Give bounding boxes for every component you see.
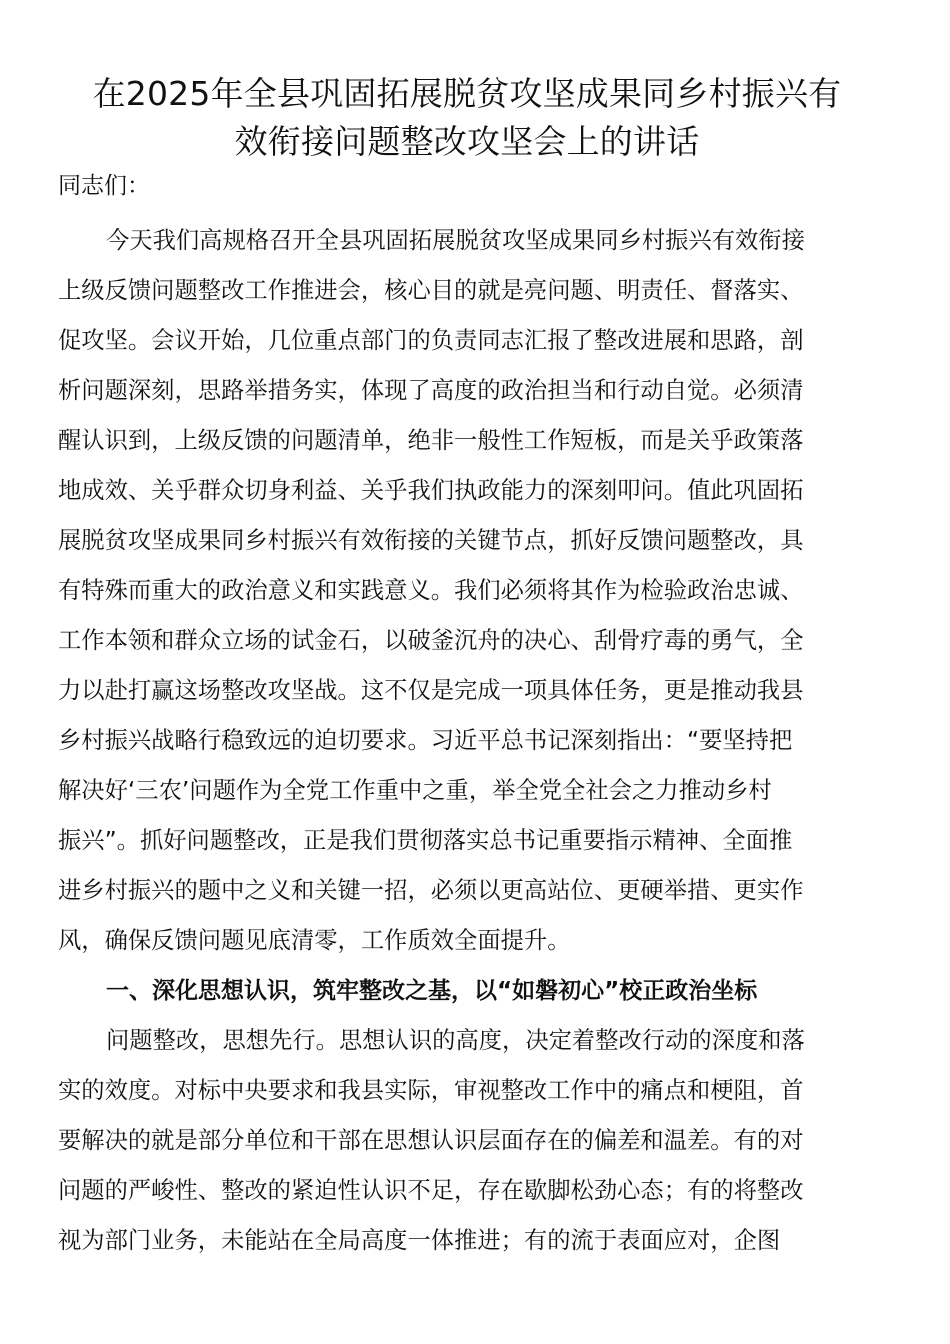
paragraph-line: 醒认识到，上级反馈的问题清单，绝非一般性工作短板，而是关乎政策落 bbox=[58, 427, 804, 454]
section-heading-1: 一、深化思想认识，筑牢整改之基，以“如磐初心”校正政治坐标 bbox=[106, 978, 758, 1004]
paragraph-line: 乡村振兴战略行稳致远的迫切要求。习近平总书记深刻指出：“要坚持把 bbox=[58, 727, 793, 754]
paragraph-line: 风，确保反馈问题见底清零，工作质效全面提升。 bbox=[58, 927, 571, 954]
paragraph-line: 工作本领和群众立场的试金石，以破釜沉舟的决心、刮骨疗毒的勇气，全 bbox=[58, 627, 804, 654]
paragraph-line: 进乡村振兴的题中之义和关键一招，必须以更高站位、更硬举措、更实作 bbox=[58, 877, 804, 904]
paragraph-line: 展脱贫攻坚成果同乡村振兴有效衔接的关键节点，抓好反馈问题整改，具 bbox=[58, 527, 804, 554]
paragraph-line: 振兴”。抓好问题整改，正是我们贯彻落实总书记重要指示精神、全面推 bbox=[58, 827, 793, 854]
paragraph-line: 力以赴打赢这场整改攻坚战。这不仅是完成一项具体任务，更是推动我县 bbox=[58, 677, 804, 704]
paragraph-line: 上级反馈问题整改工作推进会，核心目的就是亮问题、明责任、督落实、 bbox=[58, 277, 804, 304]
salutation: 同志们： bbox=[58, 173, 150, 199]
paragraph-line: 地成效、关乎群众切身利益、关乎我们执政能力的深刻叩问。值此巩固拓 bbox=[58, 477, 804, 504]
document-page bbox=[58, 70, 876, 1266]
paragraph-line: 实的效度。对标中央要求和我县实际，审视整改工作中的痛点和梗阻，首 bbox=[58, 1077, 804, 1104]
paragraph-line: 析问题深刻，思路举措务实，体现了高度的政治担当和行动自觉。必须清 bbox=[58, 377, 804, 404]
paragraph-line: 视为部门业务，未能站在全局高度一体推进；有的流于表面应对，企图 bbox=[58, 1227, 781, 1254]
paragraph-line: 有特殊而重大的政治意义和实践意义。我们必须将其作为检验政治忠诚、 bbox=[58, 577, 804, 604]
title-line-1: 在2025年全县巩固拓展脱贫攻坚成果同乡村振兴有 bbox=[92, 74, 842, 113]
paragraph-line: 今天我们高规格召开全县巩固拓展脱贫攻坚成果同乡村振兴有效衔接 bbox=[106, 227, 805, 254]
paragraph-2 bbox=[58, 1016, 876, 1266]
paragraph-line: 问题整改，思想先行。思想认识的高度，决定着整改行动的深度和落 bbox=[106, 1027, 805, 1054]
paragraph-line: 问题的严峻性、整改的紧迫性认识不足，存在歇脚松劲心态；有的将整改 bbox=[58, 1177, 804, 1204]
paragraph-line: 要解决的就是部分单位和干部在思想认识层面存在的偏差和温差。有的对 bbox=[58, 1127, 804, 1154]
paragraph-line: 解决好‘三农’问题作为全党工作重中之重，举全党全社会之力推动乡村 bbox=[58, 777, 772, 804]
title-line-2: 效衔接问题整改攻坚会上的讲话 bbox=[234, 122, 700, 161]
paragraph-1 bbox=[58, 216, 876, 966]
document-title bbox=[58, 70, 876, 166]
paragraph-line: 促攻坚。会议开始，几位重点部门的负责同志汇报了整改进展和思路，剖 bbox=[58, 327, 804, 354]
